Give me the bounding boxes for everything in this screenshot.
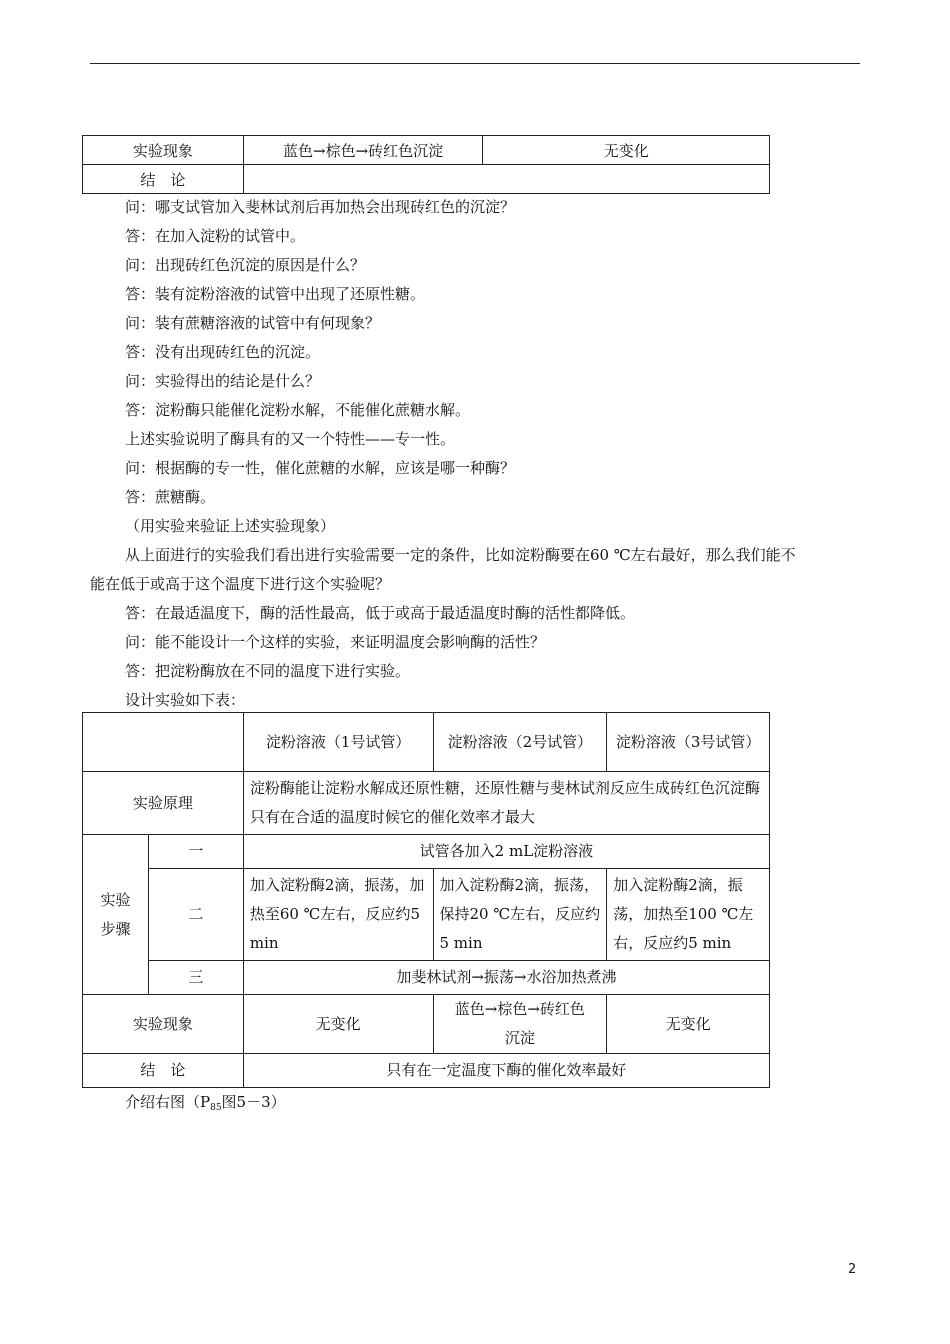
qa-line: 答：装有淀粉溶液的试管中出现了还原性糖。 xyxy=(125,285,426,303)
step-2-tube-2: 加入淀粉酶2滴，振荡，保持20 ℃左右，反应约5 min xyxy=(433,869,607,961)
note-line: （用实验来验证上述实验现象） xyxy=(125,517,336,535)
table-row xyxy=(83,165,770,194)
qa-line: 问：能不能设计一个这样的实验，来证明温度会影响酶的活性？ xyxy=(125,633,546,651)
row-label-phenomenon: 实验现象 xyxy=(83,136,244,165)
qa-line: 问：出现砖红色沉淀的原因是什么？ xyxy=(125,256,366,274)
statement-line: 上述实验说明了酶具有的又一个特性——专一性。 xyxy=(125,430,456,448)
qa-line: 答：把淀粉酶放在不同的温度下进行实验。 xyxy=(125,662,411,680)
table-row xyxy=(83,961,770,995)
figure-ref-page: 85 xyxy=(210,1103,222,1113)
table-row xyxy=(83,995,770,1054)
table-top xyxy=(82,135,770,194)
cell-phenomenon-starch: 蓝色→棕色→砖红色沉淀 xyxy=(243,136,483,165)
qa-line: 答：在最适温度下，酶的活性最高，低于或高于最适温度时酶的活性都降低。 xyxy=(125,604,636,622)
qa-line: 问：实验得出的结论是什么？ xyxy=(125,372,321,390)
header-tube-1: 淀粉溶液（1号试管） xyxy=(243,713,433,772)
table-row xyxy=(83,772,770,835)
principle-label: 实验原理 xyxy=(83,772,244,835)
design-intro: 设计实验如下表： xyxy=(125,691,246,709)
header-tube-2: 淀粉溶液（2号试管） xyxy=(433,713,607,772)
page-number: 2 xyxy=(848,1262,857,1277)
table-row xyxy=(83,1054,770,1088)
table-row xyxy=(83,835,770,869)
header-tube-3: 淀粉溶液（3号试管） xyxy=(607,713,770,772)
conclusion-text: 只有在一定温度下酶的催化效率最好 xyxy=(243,1054,769,1088)
phenomenon-tube-3: 无变化 xyxy=(607,995,770,1054)
qa-line: 答：在加入淀粉的试管中。 xyxy=(125,227,306,245)
qa-line: 问：哪支试管加入斐林试剂后再加热会出现砖红色的沉淀？ xyxy=(125,198,516,216)
phenomenon-label: 实验现象 xyxy=(83,995,244,1054)
qa-line: 答：没有出现砖红色的沉淀。 xyxy=(125,343,321,361)
qa-line: 答：蔗糖酶。 xyxy=(125,488,216,506)
qa-line: 答：淀粉酶只能催化淀粉水解，不能催化蔗糖水解。 xyxy=(125,401,471,419)
figure-ref-prefix: 介绍右图（P xyxy=(125,1093,211,1111)
experiment-table xyxy=(82,712,770,1088)
steps-label: 实验步骤 xyxy=(83,835,149,995)
principle-text: 淀粉酶能让淀粉水解成还原性糖，还原性糖与斐林试剂反应生成砖红色沉淀酶只有在合适的温度时候它的催化效率才最大 xyxy=(243,772,769,835)
cell-conclusion-empty xyxy=(243,165,769,194)
qa-line: 问：装有蔗糖溶液的试管中有何现象？ xyxy=(125,314,381,332)
row-label-conclusion: 结 论 xyxy=(83,165,244,194)
body-paragraph-line2: 能在低于或高于这个温度下进行这个实验呢？ xyxy=(90,575,391,593)
step-2-tube-1: 加入淀粉酶2滴，振荡，加热至60 ℃左右，反应约5 min xyxy=(243,869,433,961)
cell-phenomenon-sucrose: 无变化 xyxy=(483,136,770,165)
step-number-3: 三 xyxy=(148,961,243,995)
step-3-text: 加斐林试剂→振荡→水浴加热煮沸 xyxy=(243,961,769,995)
qa-line: 问：根据酶的专一性，催化蔗糖的水解，应该是哪一种酶？ xyxy=(125,459,516,477)
step-1-text: 试管各加入2 mL淀粉溶液 xyxy=(243,835,769,869)
header-empty-cell xyxy=(83,713,244,772)
step-2-tube-3: 加入淀粉酶2滴，振荡，加热至100 ℃左右，反应约5 min xyxy=(607,869,770,961)
table-row xyxy=(83,713,770,772)
phenomenon-tube-2: 蓝色→棕色→砖红色沉淀 xyxy=(433,995,607,1054)
table-row xyxy=(83,136,770,165)
step-number-2: 二 xyxy=(148,869,243,961)
conclusion-label: 结 论 xyxy=(83,1054,244,1088)
body-paragraph-line1: 从上面进行的实验我们看出进行实验需要一定的条件，比如淀粉酶要在60 ℃左右最好，那么我们能不 xyxy=(125,546,796,564)
table-row xyxy=(83,869,770,961)
figure-reference-note xyxy=(125,1092,286,1118)
step-number-1: 一 xyxy=(148,835,243,869)
header-rule xyxy=(90,63,860,64)
figure-ref-suffix: 图5－3） xyxy=(221,1093,286,1111)
phenomenon-tube-1: 无变化 xyxy=(243,995,433,1054)
